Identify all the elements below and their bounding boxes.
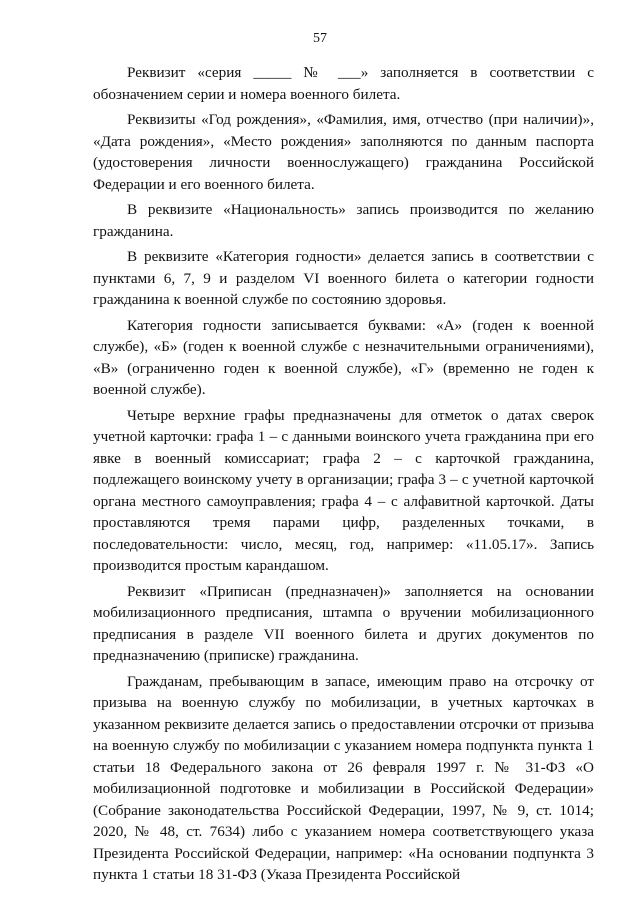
paragraph-category-letters: Категория годности записывается буквами: «А» (годен к военной службе), «Б» (годен к военной службе с незначительными ограничениями), «В» (ограниченно годен к военной службе), «Г» (временно не годен к военной службе). — [93, 316, 594, 398]
paragraph-assigned: Реквизит «Приписан (предназначен)» заполняется на основании мобилизационного предписания, штампа о вручении мобилизационного предписания в разделе VII военного билета и других документов по предназначению (приписке) гражданина. — [93, 582, 594, 664]
document-body — [93, 62, 594, 890]
page-number: 57 — [313, 31, 327, 46]
paragraph-fitness-category: В реквизите «Категория годности» делается запись в соответствии с пунктами 6, 7, 9 и разделом VI военного билета о категории годности гражданина к военной службе по состоянию здоровья. — [93, 248, 594, 308]
paragraph-birth-details: Реквизиты «Год рождения», «Фамилия, имя, отчество (при наличии)», «Дата рождения», «Место рождения» заполняются по данным паспорта (удостоверения личности военнослужащего) гражданина Российской Федерации и его военного билета. — [93, 111, 594, 193]
paragraph-series-number: Реквизит «серия _____ № ___» заполняется в соответствии с обозначением серии и номера военного билета. — [93, 64, 594, 103]
paragraph-nationality: В реквизите «Национальность» запись производится по желанию гражданина. — [93, 201, 594, 240]
paragraph-reconciliation-columns: Четыре верхние графы предназначены для отметок о датах сверок учетной карточки: графа 1 – с данными воинского учета гражданина при его явке в военный комиссариат; графа 2 – с карточкой гражданина, подлежащего воинскому учету в организации; графа 3 – с учетной карточкой органа местного самоуправления; графа 4 – с алфавитной карточкой. Даты проставляются тремя парами цифр, разделенных точками, в последовательности: число, месяц, год, например: «11.05.17». Запись производится простым карандашом. — [93, 406, 594, 574]
paragraph-deferment: Гражданам, пребывающим в запасе, имеющим право на отсрочку от призыва на военную службу по мобилизации, в учетных карточках в указанном реквизите делается запись о предоставлении отсрочки от призыва на военную службу по мобилизации с указанием номера подпункта пункта 1 статьи 18 Федерального закона от 26 февраля 1997 г. № 31-ФЗ «О мобилизационной подготовке и мобилизации в Российской Федерации» (Собрание законодательства Российской Федерации, 1997, № 9, ст. 1014; 2020, № 48, ст. 7634) либо с указанием номера соответствующего указа Президента Российской Федерации, например: «На основании подпункта 3 пункта 1 статьи 18 31-ФЗ (Указа Президента Российской — [93, 672, 594, 883]
